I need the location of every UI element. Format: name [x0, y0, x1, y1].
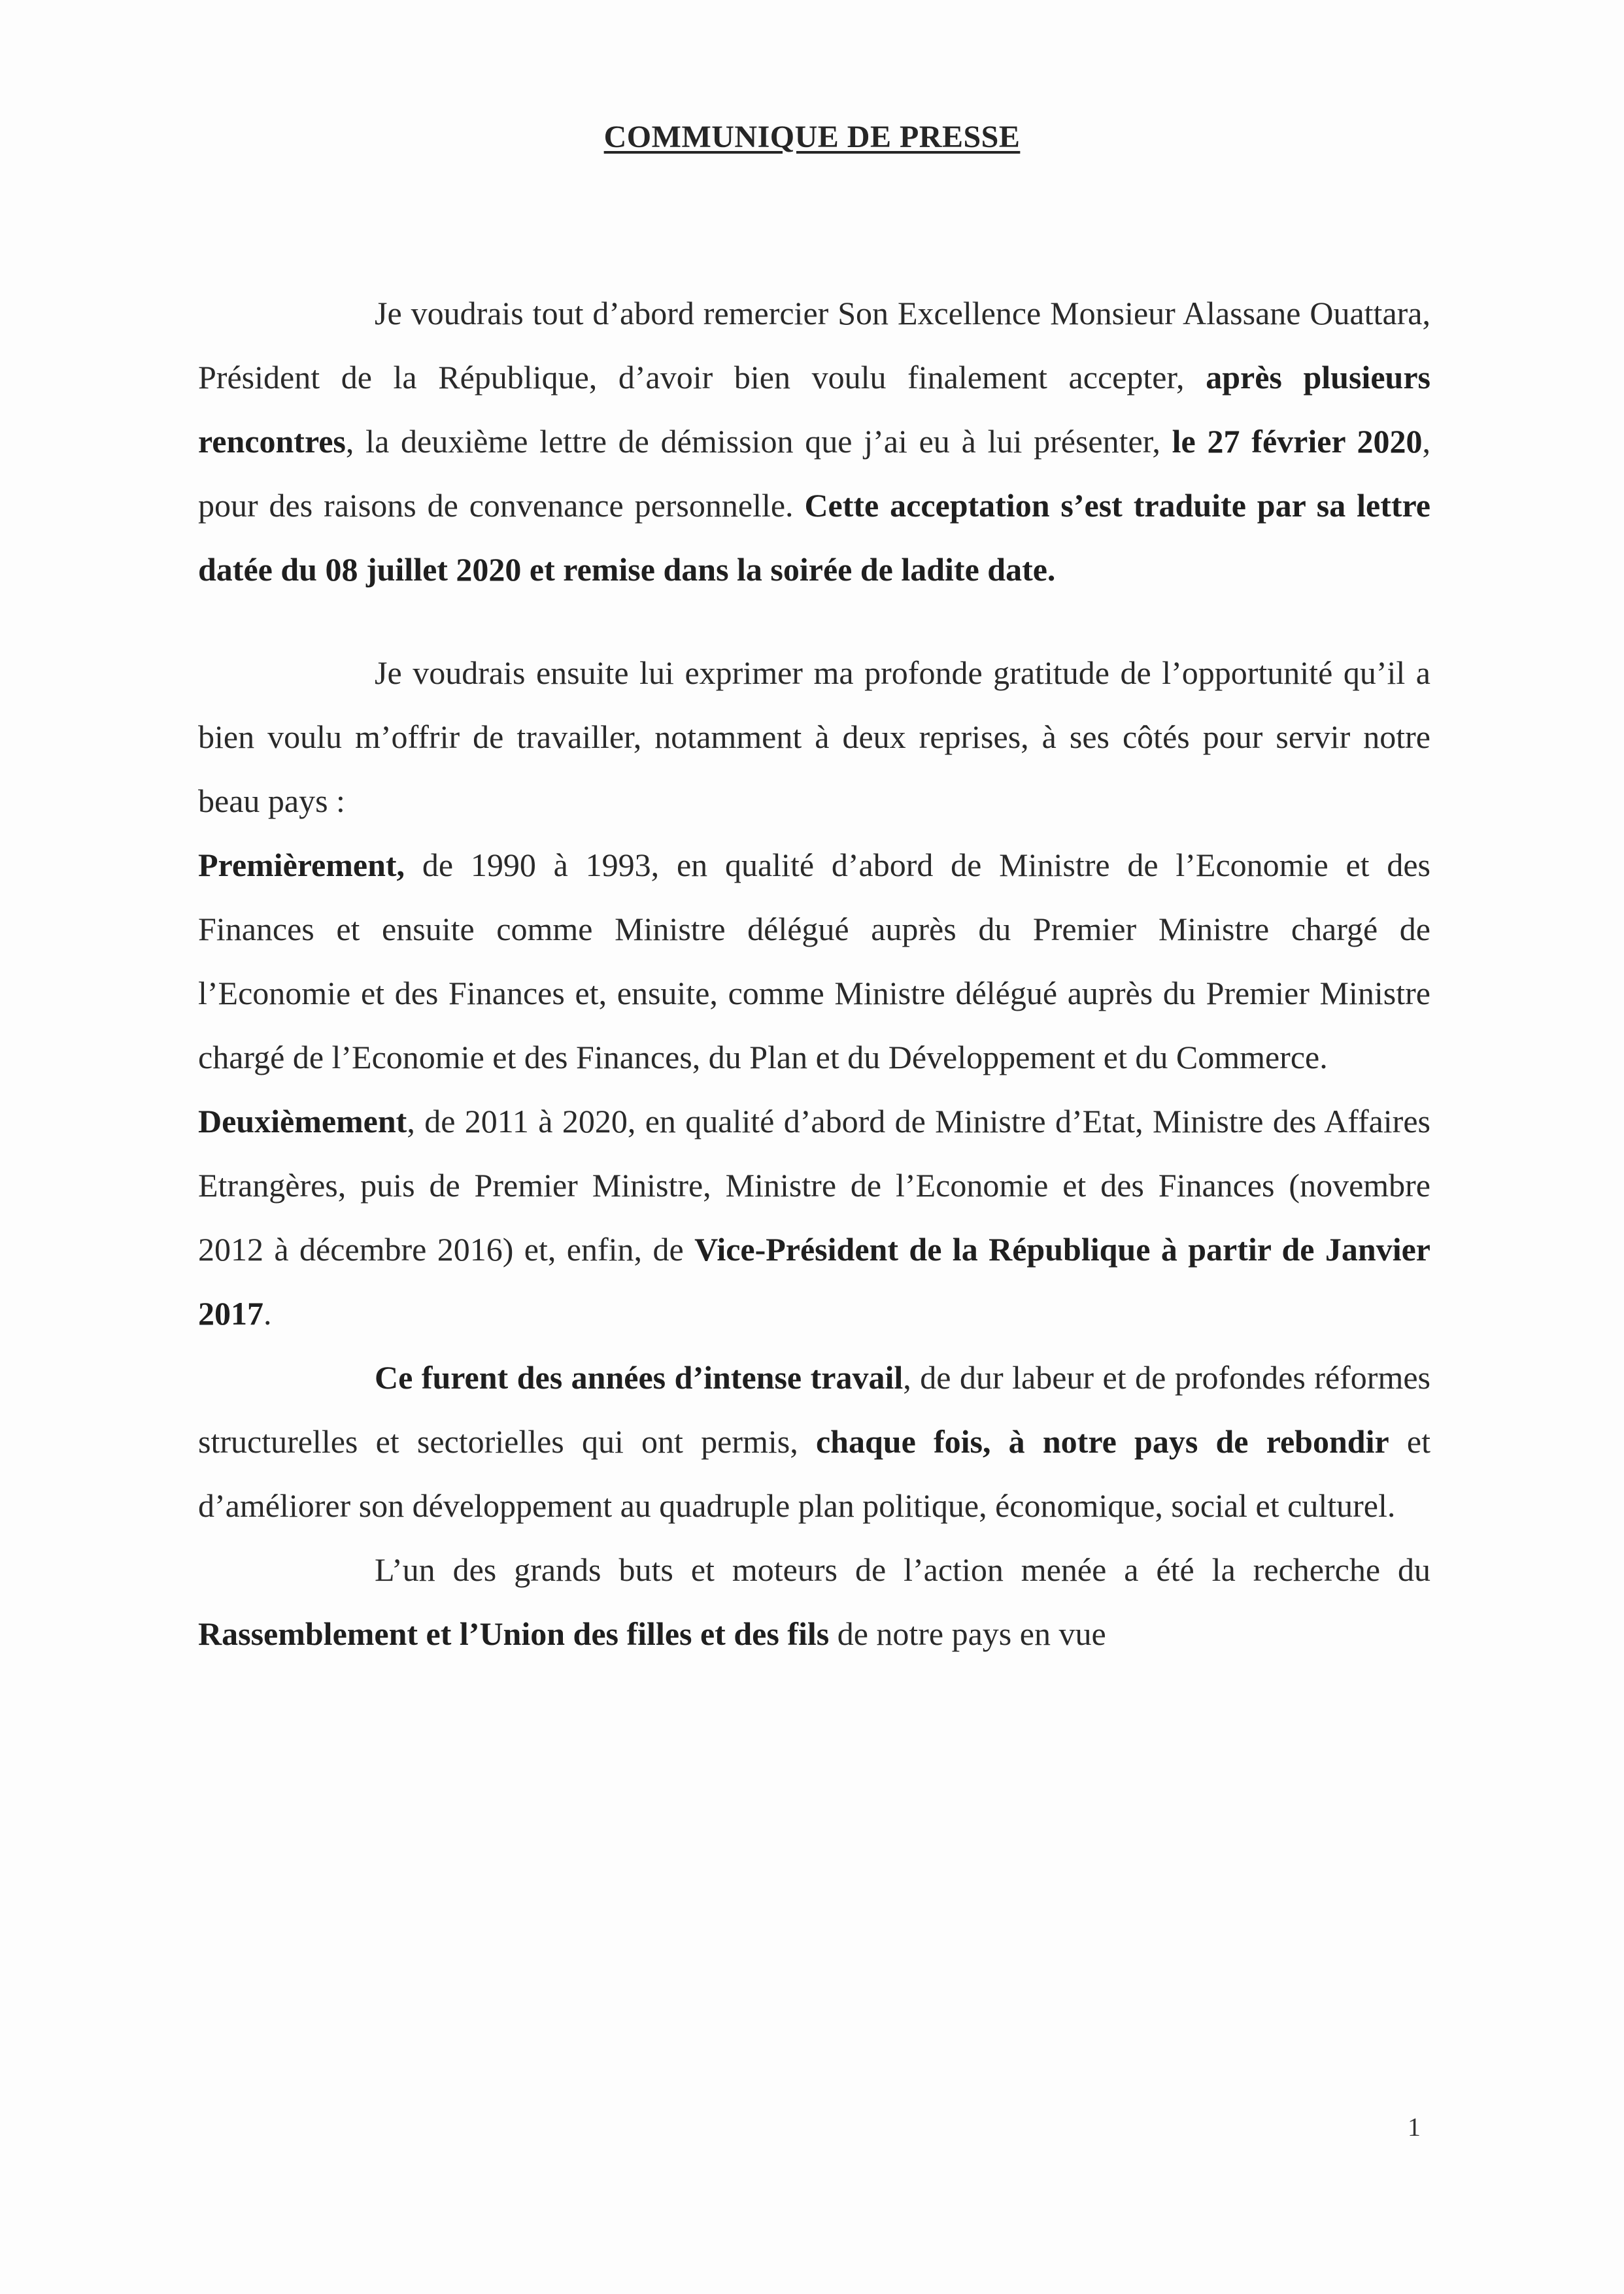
page-number: 1 — [1408, 2112, 1421, 2142]
bold-text-run: Cette acceptation s’est traduite par sa lettre datée du 08 juillet 2020 et remise dans la soirée de ladite date. — [198, 487, 1430, 588]
paragraph — [198, 1089, 1430, 1345]
paragraph — [198, 1345, 1430, 1538]
text-run: L’un des grands buts et moteurs de l’action menée a été la recherche du — [375, 1551, 1430, 1588]
text-run: Je voudrais ensuite lui exprimer ma profonde gratitude de l’opportunité qu’il a bien voulu m’offrir de travailler, notamment à deux reprises, à ses côtés pour servir notre beau pays : — [198, 654, 1430, 819]
bold-text-run: Rassemblement et l’Union des filles et des fils — [198, 1615, 830, 1652]
text-run: de notre pays en vue — [829, 1615, 1106, 1652]
bold-text-run: le 27 février 2020 — [1172, 423, 1423, 460]
bold-text-run: Vice-Président de la République à partir de Janvier 2017 — [198, 1231, 1430, 1332]
paragraph — [198, 641, 1430, 833]
document-title: COMMUNIQUE DE PRESSE — [603, 120, 1021, 154]
text-run: , de dur labeur et de profondes réformes structurelles et sectorielles qui ont permis, — [198, 1359, 1430, 1460]
paragraph — [198, 1538, 1430, 1666]
text-run: , la deuxième lettre de démission que j’ai eu à lui présenter, — [345, 423, 1172, 460]
text-run: . — [263, 1295, 272, 1332]
bold-text-run: Ce furent des années d’intense travail — [375, 1359, 904, 1396]
paragraph — [198, 833, 1430, 1089]
text-run: de 1990 à 1993, en qualité d’abord de Ministre de l’Economie et des Finances et ensuite comme Ministre délégué auprès du Premier Ministre chargé de l’Economie et des Finances et, ensuite, comme Ministre délégué auprès du Premier Ministre chargé de l’Economie et des Finances, du Plan et du Développement et du Commerce. — [198, 847, 1430, 1075]
bold-text-run: chaque fois, à notre pays de rebondir — [815, 1423, 1389, 1460]
text-run: , de 2011 à 2020, en qualité d’abord de Ministre d’Etat, Ministre des Affaires Etrangères, puis de Premier Ministre, Ministre de l’Economie et des Finances (novembre 2012 à décembre 2016) et, enfin, de — [198, 1103, 1430, 1268]
bold-text-run: Premièrement, — [198, 847, 405, 883]
text-run: Je voudrais tout d’abord remercier Son Excellence Monsieur Alassane Ouattara, Président de la République, d’avoir bien voulu finalement accepter, — [198, 295, 1430, 396]
bold-text-run: après plusieurs rencontres — [198, 359, 1430, 460]
document-body — [198, 281, 1430, 1666]
bold-text-run: Deuxièmement — [198, 1103, 407, 1139]
text-run: , pour des raisons de convenance personnelle. — [198, 423, 1431, 524]
paragraph — [198, 281, 1430, 601]
text-run: et d’améliorer son développement au quadruple plan politique, économique, social et culturel. — [198, 1423, 1430, 1524]
